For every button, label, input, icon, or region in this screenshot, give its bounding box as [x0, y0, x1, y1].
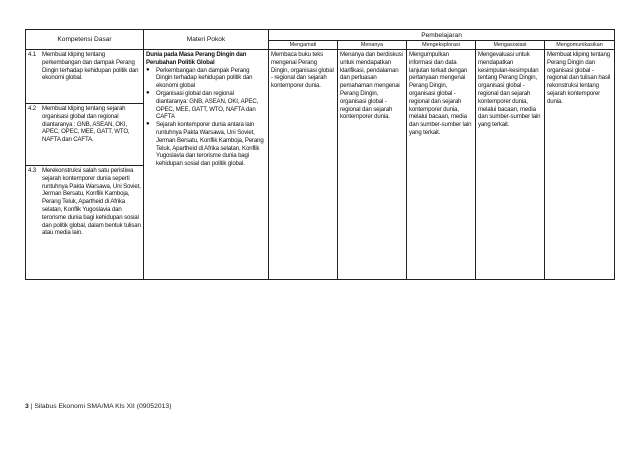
materi-item: [146, 67, 266, 90]
header-mengeksplorasi: Mengeksplorasi: [407, 41, 476, 50]
header-mengamati: Mengamati: [269, 41, 338, 50]
header-materi-pokok: Materi Pokok: [144, 30, 269, 50]
mengeksplorasi-cell: Mengumpulkan informasi dan data lanjutan terkait dengan pertanyaan mengenai Perang Dingin, organisasi global - regional dan sejarah kontemporer dunia, melalui bacaan, media dan sumber-sumber lain yang terkait.: [407, 50, 476, 280]
bullet-icon: ●: [146, 121, 150, 128]
kompetensi-text: Membuat kliping tentang perkembangan dan dampak Perang Dingin terhadap kehidupan politik dan ekonomi global.: [42, 51, 139, 82]
materi-pokok-cell: [144, 50, 269, 280]
kompetensi-number: 4.3: [28, 167, 37, 174]
header-mengomunikasikan: Mengomunikasikan: [545, 41, 615, 50]
mengasosiasi-cell: Mengevaluasi untuk mendapatkan kesimpulan-kesimpulan tentang Perang Dingin, organisasi global - regional dan sejarah kontemporer dunia, melalui bacaan, media dan sumber-sumber lain yang terkait.: [476, 50, 545, 280]
header-pembelajaran: Pembelajaran: [269, 30, 615, 41]
syllabus-table: [25, 29, 615, 280]
kompetensi-number: 4.2: [28, 105, 37, 112]
materi-item-text: Organisasi global dan regional diantaranya: GNB, ASEAN, OKI, APEC, OPEC, MEE, GATT, WTO, NAFTA dan CAFTA: [156, 89, 259, 121]
kompetensi-text: Merekonstruksi salah satu peristiwa sejarah kontemporer dunia seperti runtuhnya Pakta Warsawa, Uni Soviet, Jerman Bersatu, Konflik Kamboja, Perang Teluk, Apartheid di Afrika selatan, Konflik Yugoslavia dan terorisme dunia bagi kehidupan sosial dan politik global, dalam bentuk tulisan atau media lain.: [42, 167, 141, 237]
materi-item-text: Perkembangan dan dampak Perang Dingin terhadap kehidupan politik dan ekonomi global: [156, 66, 253, 90]
materi-item-text: Sejarah kontemporer dunia antara lain runtuhnya Pakta Warsawa, Uni Soviet, Jerman Bersatu, Konflik Kamboja, Perang Teluk, Apartheid di Afrika selatan, Konflik Yugoslavia dan terorisme dunia bagi kehidupan sosial dan politik global.: [156, 121, 264, 168]
materi-title: Dunia pada Masa Perang Dingin dan Perubahan Politik Global: [146, 51, 247, 66]
footer-text: | Silabus Ekonomi SMA/MA Kls XII (09052013): [28, 403, 172, 410]
kompetensi-number: 4.1: [28, 51, 37, 58]
kompetensi-cell-3: [26, 166, 144, 280]
materi-item: [146, 121, 266, 168]
header-kompetensi-dasar: Kompetensi Dasar: [26, 30, 144, 50]
page-number: 3: [25, 403, 29, 410]
kompetensi-text: Membuat kliping tentang sejarah organisasi global dan regional diantaranya : GNB, ASEAN, OKI, APEC, OPEC, MEE, GATT, WTO, NAFTA dan CAFTA.: [42, 105, 130, 144]
kompetensi-cell-1: [26, 50, 144, 104]
bullet-icon: ●: [146, 89, 150, 96]
mengamati-cell: Membaca buku teks mengenai Perang Dingin, organisasi global - regional dan sejarah kontemporer dunia.: [269, 50, 338, 280]
materi-item: [146, 90, 266, 121]
page-footer: [25, 403, 171, 410]
menanya-cell: Menanya dan berdiskusi untuk mendapatkan klarifikasi, pendalaman dan perluasan pemahaman mengenai Perang Dingin, organisasi global - regional dan sejarah kontemporer dunia.: [338, 50, 407, 280]
kompetensi-cell-2: [26, 104, 144, 166]
mengomunikasikan-cell: Membuat kliping tentang Perang Dingin dan organisasi global - regional dan tulisan hasil rekonstruksi tentang sejarah kontemporer dunia.: [545, 50, 615, 280]
header-menanya: Menanya: [338, 41, 407, 50]
header-mengasosiasi: Mengasosiasi: [476, 41, 545, 50]
bullet-icon: ●: [146, 66, 150, 73]
